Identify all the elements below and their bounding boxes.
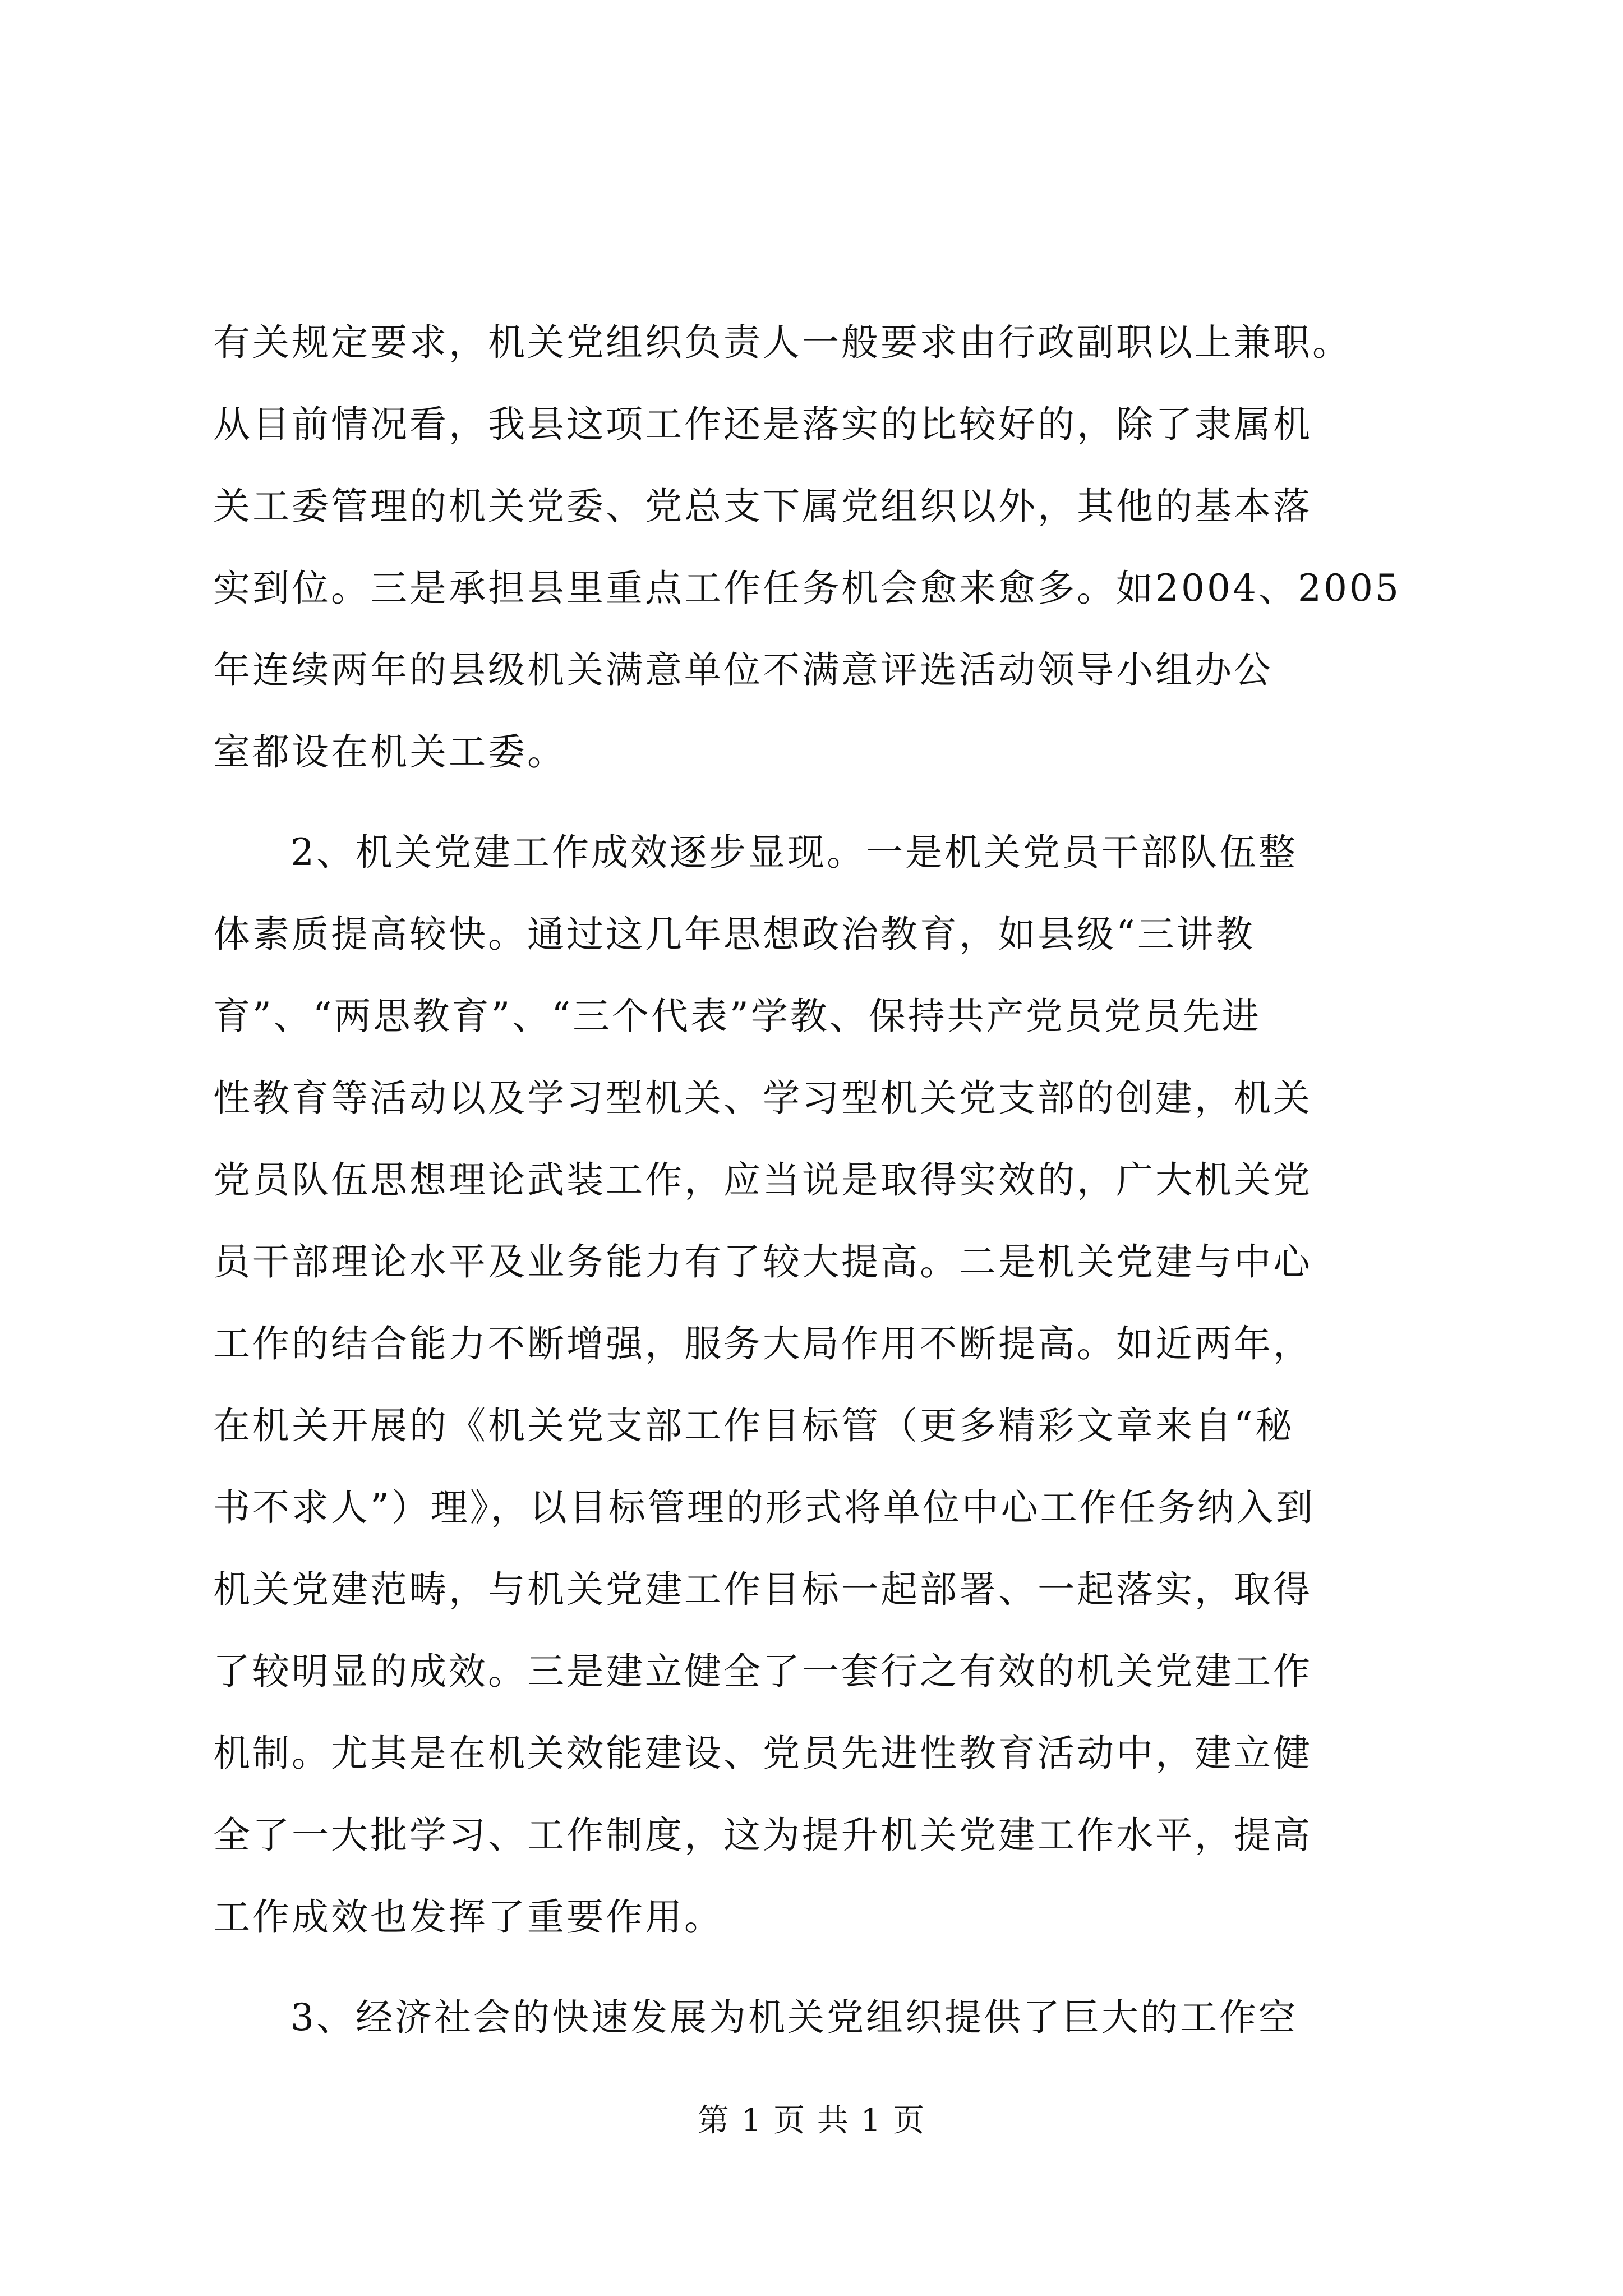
text-line: 员干部理论水平及业务能力有了较大提高。二是机关党建与中心 xyxy=(213,1240,1312,1283)
paragraph-spacing xyxy=(213,1958,1424,1977)
document-body xyxy=(213,302,1424,2059)
text-line: 3、经济社会的快速发展为机关党组织提供了巨大的工作空 xyxy=(291,1996,1298,2039)
text-line: 实到位。三是承担县里重点工作任务机会愈来愈多。如2004、2005 xyxy=(213,567,1401,610)
page-number-label: 第 1 页 共 1 页 xyxy=(697,2102,926,2139)
text-line: 育”、“两思教育”、“三个代表”学教、保持共产党员党员先进 xyxy=(213,995,1261,1038)
text-line: 年连续两年的县级机关满意单位不满意评选活动领导小组办公 xyxy=(213,648,1273,692)
text-line: 书不求人”）理》，以目标管理的形式将单位中心工作任务纳入到 xyxy=(213,1486,1315,1529)
text-line: 全了一大批学习、工作制度，这为提升机关党建工作水平，提高 xyxy=(213,1814,1312,1857)
text-line: 工作成效也发挥了重要作用。 xyxy=(213,1895,723,1939)
text-line: 关工委管理的机关党委、党总支下属党组织以外，其他的基本落 xyxy=(213,485,1312,528)
text-line: 党员队伍思想理论武装工作，应当说是取得实效的，广大机关党 xyxy=(213,1158,1312,1202)
text-line: 体素质提高较快。通过这几年思想政治教育，如县级“三讲教 xyxy=(213,913,1255,956)
text-line: 室都设在机关工委。 xyxy=(213,730,566,774)
text-line: 在机关开展的《机关党支部工作目标管（更多精彩文章来自“秘 xyxy=(213,1404,1294,1447)
text-line: 机制。尤其是在机关效能建设、党员先进性教育活动中，建立健 xyxy=(213,1732,1312,1775)
paragraph xyxy=(213,302,1424,793)
paragraph xyxy=(213,1977,1424,2059)
text-line: 2、机关党建工作成效逐步显现。一是机关党员干部队伍整 xyxy=(291,831,1298,874)
text-line: 机关党建范畴，与机关党建工作目标一起部署、一起落实，取得 xyxy=(213,1568,1312,1611)
text-line: 有关规定要求，机关党组织负责人一般要求由行政副职以上兼职。 xyxy=(213,321,1352,364)
text-line: 从目前情况看，我县这项工作还是落实的比较好的，除了隶属机 xyxy=(213,403,1312,446)
text-line: 工作的结合能力不断增强，服务大局作用不断提高。如近两年， xyxy=(213,1322,1312,1365)
paragraph-spacing xyxy=(213,793,1424,812)
text-line: 了较明显的成效。三是建立健全了一套行之有效的机关党建工作 xyxy=(213,1650,1312,1693)
page-footer xyxy=(0,2101,1623,2141)
text-line: 性教育等活动以及学习型机关、学习型机关党支部的创建，机关 xyxy=(213,1076,1312,1120)
paragraph xyxy=(213,812,1424,1958)
